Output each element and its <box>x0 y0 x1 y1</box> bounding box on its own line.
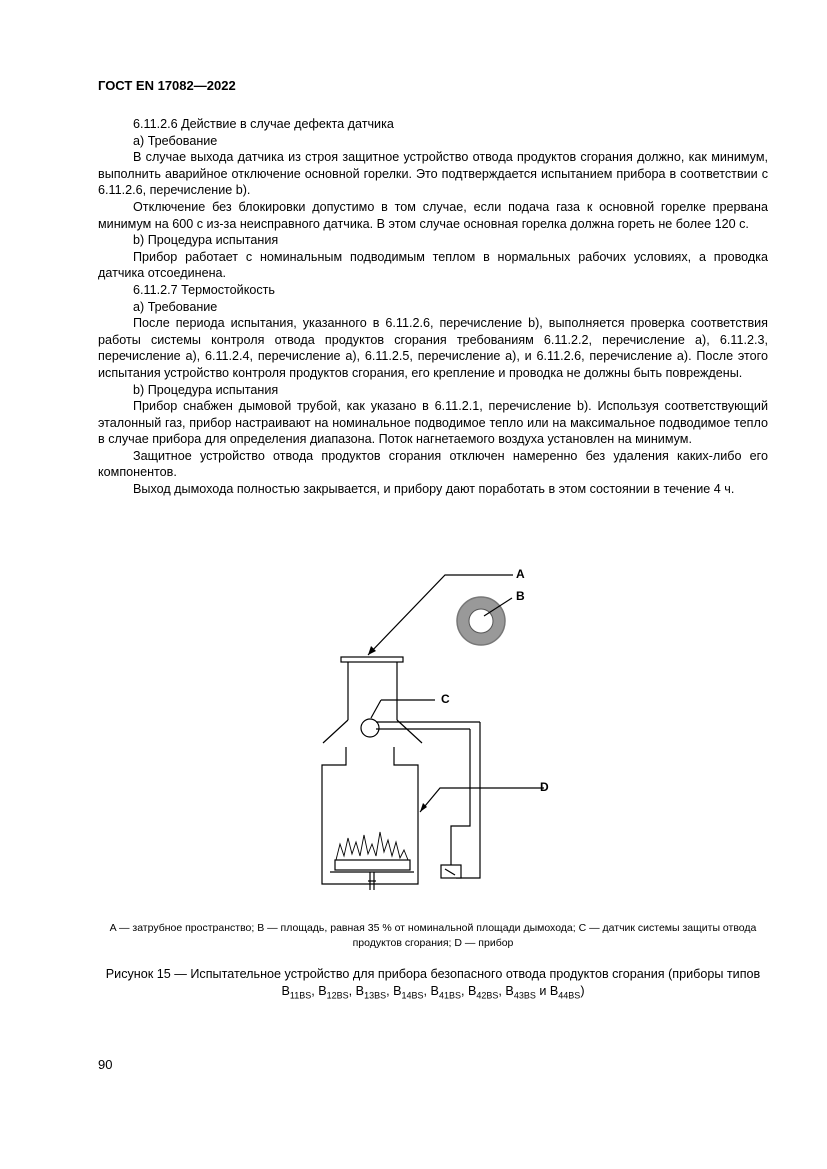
body-text <box>98 116 768 498</box>
burner-flames <box>336 832 408 860</box>
appliance-type-subscript: 12BS <box>326 990 349 1001</box>
paragraph: Выход дымохода полностью закрывается, и прибору дают поработать в этом состоянии в течение 4 ч. <box>133 482 735 497</box>
label-b: B <box>516 589 525 603</box>
paragraph: Прибор работает с номинальным подводимым теплом в нормальных рабочих условиях, а проводка датчика отсоединена. <box>98 249 768 281</box>
appliance-type <box>505 984 550 1001</box>
control-box <box>441 865 461 878</box>
appliance-type <box>430 984 468 1001</box>
subsection-requirement: a) Требование <box>133 299 218 314</box>
flue-cap-plate <box>341 657 403 662</box>
section-heading-6-11-2-6: 6.11.2.6 Действие в случае дефекта датчика <box>133 117 394 131</box>
page-number: 90 <box>98 1057 113 1072</box>
wiring-loop <box>451 722 480 878</box>
label-d: D <box>540 780 549 794</box>
appliance-type-separator: , <box>386 984 394 998</box>
figure-title-main: Рисунок 15 — Испытательное устройство для прибора безопасного отвода продуктов сгорания (приборы типов <box>105 967 761 981</box>
appliance-type-base: B <box>393 984 402 998</box>
flue-pipe <box>348 662 397 720</box>
appliance-type-separator: и <box>535 984 550 998</box>
appliance-type-base: B <box>505 984 514 998</box>
paragraph: В случае выхода датчика из строя защитное устройство отвода продуктов сгорания должно, как минимум, выполнить аварийное отключение основной горелки. Это подтверждается испытанием прибора в соответствии с 6.11.2.6, перечисление b). <box>98 150 768 198</box>
appliance-type <box>355 984 394 1001</box>
leader-line-c <box>371 700 381 718</box>
appliance-type-subscript: 43BS <box>513 990 536 1001</box>
section-heading-6-11-2-7: 6.11.2.7 Термостойкость <box>133 282 275 297</box>
paragraph: Прибор снабжен дымовой трубой, как указано в 6.11.2.1, перечисление b). Используя соответствующий эталонный газ, прибор настраивают на номинальное подводимое тепло или на максимальное подводимое тепло в случае прибора для определения диапазона. Поток нагнетаемого воздуха установлен на минимум. <box>98 399 768 447</box>
subsection-procedure: b) Процедура испытания <box>133 382 279 397</box>
paragraph: Защитное устройство отвода продуктов сгорания отключен намеренно без удаления каких-либо его компонентов. <box>98 448 768 480</box>
subsection-requirement: a) Требование <box>133 133 218 148</box>
appliance-type-subscript: 13BS <box>364 990 387 1001</box>
figure-title <box>98 966 768 1005</box>
appliance-type <box>318 984 356 1001</box>
paragraph: Отключение без блокировки допустимо в том случае, если подача газа к основной горелке прервана минимум на 600 с из-за неисправного датчика. В этом случае основная горелка должна гореть не более 120 с. <box>98 199 768 231</box>
subsection-procedure: b) Процедура испытания <box>133 233 279 248</box>
appliance-type <box>393 984 431 1001</box>
appliance-type-subscript: 42BS <box>476 990 499 1001</box>
burner <box>335 860 410 870</box>
apparatus-diagram <box>290 560 570 905</box>
leader-line-d <box>420 788 544 812</box>
appliance-type-separator: , <box>498 984 506 998</box>
appliance-type-list <box>281 984 585 1001</box>
appliance-type-subscript: 11BS <box>289 990 312 1001</box>
appliance-type-separator: ) <box>580 984 585 998</box>
appliance-type <box>467 984 506 1001</box>
label-a: A <box>516 567 525 581</box>
appliance-type-base: B <box>549 984 559 998</box>
figure-legend: A — затрубное пространство; B — площадь, равная 35 % от номинальной площади дымохода; C — датчик системы защиты отвода продуктов сгорания; D — прибор <box>109 922 757 949</box>
appliance-type-separator: , <box>311 984 319 998</box>
appliance-type <box>549 984 585 1001</box>
appliance-type-base: B <box>281 984 290 998</box>
appliance-type-subscript: 41BS <box>438 990 461 1001</box>
document-header: ГОСТ EN 17082—2022 <box>98 78 236 93</box>
appliance-type-subscript: 14BS <box>401 990 424 1001</box>
appliance-type-separator: , <box>460 984 468 998</box>
appliance-type-separator: , <box>423 984 431 998</box>
appliance-type-subscript: 44BS <box>558 990 581 1001</box>
test-apparatus-figure <box>290 560 570 905</box>
appliance-type-base: B <box>430 984 439 998</box>
paragraph: После периода испытания, указанного в 6.11.2.6, перечисление b), выполняется проверка соответствия работы системы контроля отвода продуктов сгорания требованиям 6.11.2.2, перечисление a), 6.11.2.3, перечисление a), 6.11.2.4, перечисление a), 6.11.2.5, перечисление a), и 6.11.2.6, перечисление a). После этого испытания устройство контроля продуктов сгорания, его крепление и проводка не должны быть повреждены. <box>98 316 768 380</box>
appliance-type-separator: , <box>348 984 356 998</box>
appliance-type-base: B <box>467 984 477 998</box>
label-c: C <box>441 692 450 706</box>
appliance-type <box>281 984 319 1001</box>
appliance-type-base: B <box>318 984 327 998</box>
appliance-type-base: B <box>355 984 365 998</box>
